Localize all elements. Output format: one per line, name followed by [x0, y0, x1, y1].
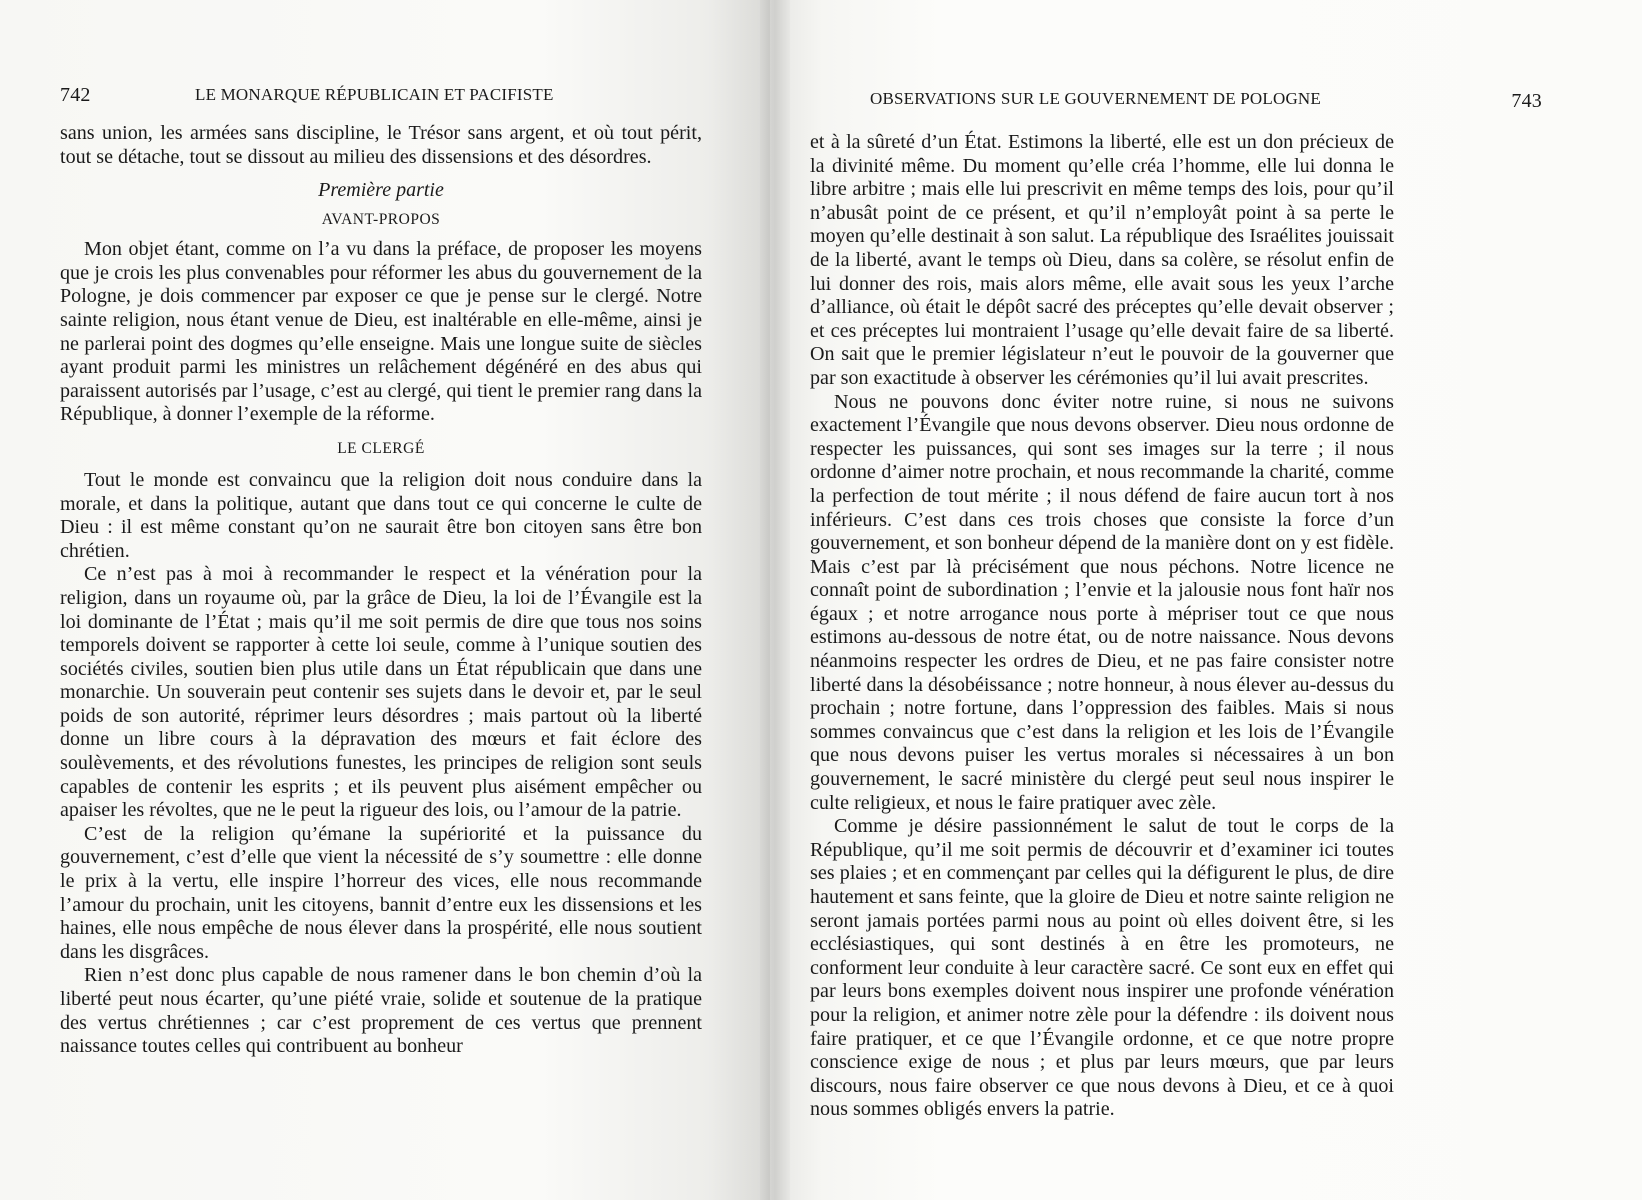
paragraph: Ce n’est pas à moi à recommander le respect et la vénération pour la religion, dans un royaume où, par la grâce de Dieu, la loi de l’Évangile est la loi dominante de l’État ; mais qu’il me soit permis de dire que tous nos soins temporels doivent se rapporter à cette loi seule, comme à l’unique soutien des sociétés civiles, soutien bien plus utile dans un État républicain que dans une monarchie. Un souverain peut contenir ses sujets dans le devoir et, par le seul poids de son autorité, réprimer leurs désordres ; mais partout où la liberté donne un libre cours à la dépravation des mœurs et fait éclore des soulèvements, et des révolutions funestes, les principes de religion sont seuls capables de contenir les esprits ; et ils peuvent plus aisément empêcher ou apaiser les révoltes, que ne le peut la rigueur des lois, ou l’amour de la patrie. [60, 563, 702, 822]
right-page-body [810, 131, 1394, 1122]
page-number: 742 [60, 84, 91, 106]
running-title: LE MONARQUE RÉPUBLICAIN ET PACIFISTE [195, 85, 554, 104]
paragraph: et à la sûreté d’un État. Estimons la liberté, elle est un don précieux de la divinité même. Du moment qu’elle créa l’homme, elle lui donna le libre arbitre ; mais elle lui prescrivit en même temps des lois, pour qu’il n’abusât point de ce présent, et qu’il n’employât point à sa perte le moyen qu’elle destinait à son salut. La république des Israélites jouissait de la liberté, avant le temps où Dieu, dans sa colère, se résolut enfin de lui donner des rois, mais alors même, elle avait sous les yeux l’arche d’alliance, où était le dépôt sacré des préceptes qu’elle devait observer ; et ces préceptes lui montraient l’usage qu’elle devait faire de sa liberté. On sait que le premier législateur n’eut le pouvoir de la gouverner que par son exactitude à observer les cérémonies qu’il lui avait prescrites. [810, 131, 1394, 389]
paragraph: Rien n’est donc plus capable de nous ramener dans le bon chemin d’où la liberté peut nous écarter, qu’une piété vraie, solide et soutenue de la pratique des vertus chrétiennes ; car c’est proprement de ces vertus que prennent naissance toutes celles qui contribuent au bonheur [60, 964, 702, 1058]
running-title: OBSERVATIONS SUR LE GOUVERNEMENT DE POLOGNE [870, 89, 1321, 108]
right-page [770, 0, 1642, 1200]
section-heading-clerge: LE CLERGÉ [337, 439, 425, 457]
paragraph: Comme je désire passionnément le salut de tout le corps de la République, qu’il me soit permis de découvrir et d’examiner ici toutes ses plaies ; et en commençant par celles qui la défigurent le plus, de dire hautement et sans feinte, que la gloire de Dieu et notre sainte religion ne seront jamais portées parmi nous au point où elles doivent être, si les ecclésiastiques, qui sont destinés à en être les promoteurs, ne conforment leur conduite à leur caractère sacré. Ce sont eux en effet qui par leurs bons exemples doivent nous inspirer une profonde vénération pour la religion, et animer notre zèle pour la défendre : ils doivent nous faire pratiquer, et ce que l’Évangile ordonne, et ce que notre propre conscience exige de nous ; et plus par leurs mœurs, que par leurs discours, nous faire observer ce que nous devons à Dieu, et ce à quoi nous sommes obligés envers la patrie. [810, 815, 1394, 1121]
paragraph: sans union, les armées sans discipline, le Trésor sans argent, et où tout périt, tout se détache, tout se dissout au milieu des dissensions et des désordres. [60, 122, 702, 168]
book-gutter [760, 0, 790, 1200]
left-page [0, 0, 770, 1200]
part-title: Première partie [318, 179, 444, 202]
paragraph: Mon objet étant, comme on l’a vu dans la préface, de proposer les moyens que je crois les plus convenables pour réformer les abus du gouvernement de la Pologne, je dois commencer par exposer ce que je pense sur le clergé. Notre sainte religion, nous étant venue de Dieu, est inaltérable en elle-même, ainsi je ne parlerai point des dogmes qu’elle enseigne. Mais une longue suite de siècles ayant produit parmi les ministres un relâchement dégénéré en des abus qui paraissent autorisés par l’usage, c’est au clergé, qui tient le premier rang dans la République, à donner l’exemple de la réforme. [60, 238, 702, 426]
paragraph: Tout le monde est convaincu que la religion doit nous conduire dans la morale, et dans la politique, autant que dans tout ce qui concerne le culte de Dieu : il est même constant qu’on ne saurait être bon citoyen sans être bon chrétien. [60, 468, 702, 562]
page-number: 743 [1511, 90, 1542, 112]
section-heading-avant-propos: AVANT-PROPOS [321, 211, 441, 229]
left-page-body [60, 122, 702, 1059]
paragraph: C’est de la religion qu’émane la supériorité et la puissance du gouvernement, c’est d’elle que vient la nécessité de s’y soumettre : elle donne le prix à la vertu, elle inspire l’horreur des vices, elle nous recommande l’amour du prochain, unit les citoyens, bannit d’entre eux les dissensions et les haines, elle nous empêche de nous élever dans la prospérité, elle nous soutient dans les disgrâces. [60, 822, 702, 963]
paragraph: Nous ne pouvons donc éviter notre ruine, si nous ne suivons exactement l’Évangile que nous devons observer. Dieu nous ordonne de respecter les puissances, qui sont ses images sur la terre ; il nous ordonne d’aimer notre prochain, et nous recommande la charité, comme la perfection de tout mérite ; il nous défend de faire aucun tort à nos inférieurs. C’est dans ces trois choses que consiste la force d’un gouvernement, et son bonheur dépend de la manière dont on y est fidèle. Mais c’est par là précisément que nous péchons. Notre licence ne connaît point de subordination ; l’envie et la jalousie nous font haïr nos égaux ; et notre arrogance nous porte à mépriser tout ce que nous estimons au-dessous de notre état, ou de notre naissance. Nous devons néanmoins respecter les ordres de Dieu, et ne pas faire consister notre liberté dans la désobéissance ; notre honneur, à nous élever au-dessus du prochain ; notre fortune, dans l’oppression des faibles. Mais si nous sommes convaincus que c’est dans la religion et les lois de l’Évangile que nous devons puiser les vertus morales si nécessaires à un bon gouvernement, le sacré ministère du clergé peut seul nous inspirer le culte religieux, et nous le faire pratiquer avec zèle. [810, 390, 1394, 814]
